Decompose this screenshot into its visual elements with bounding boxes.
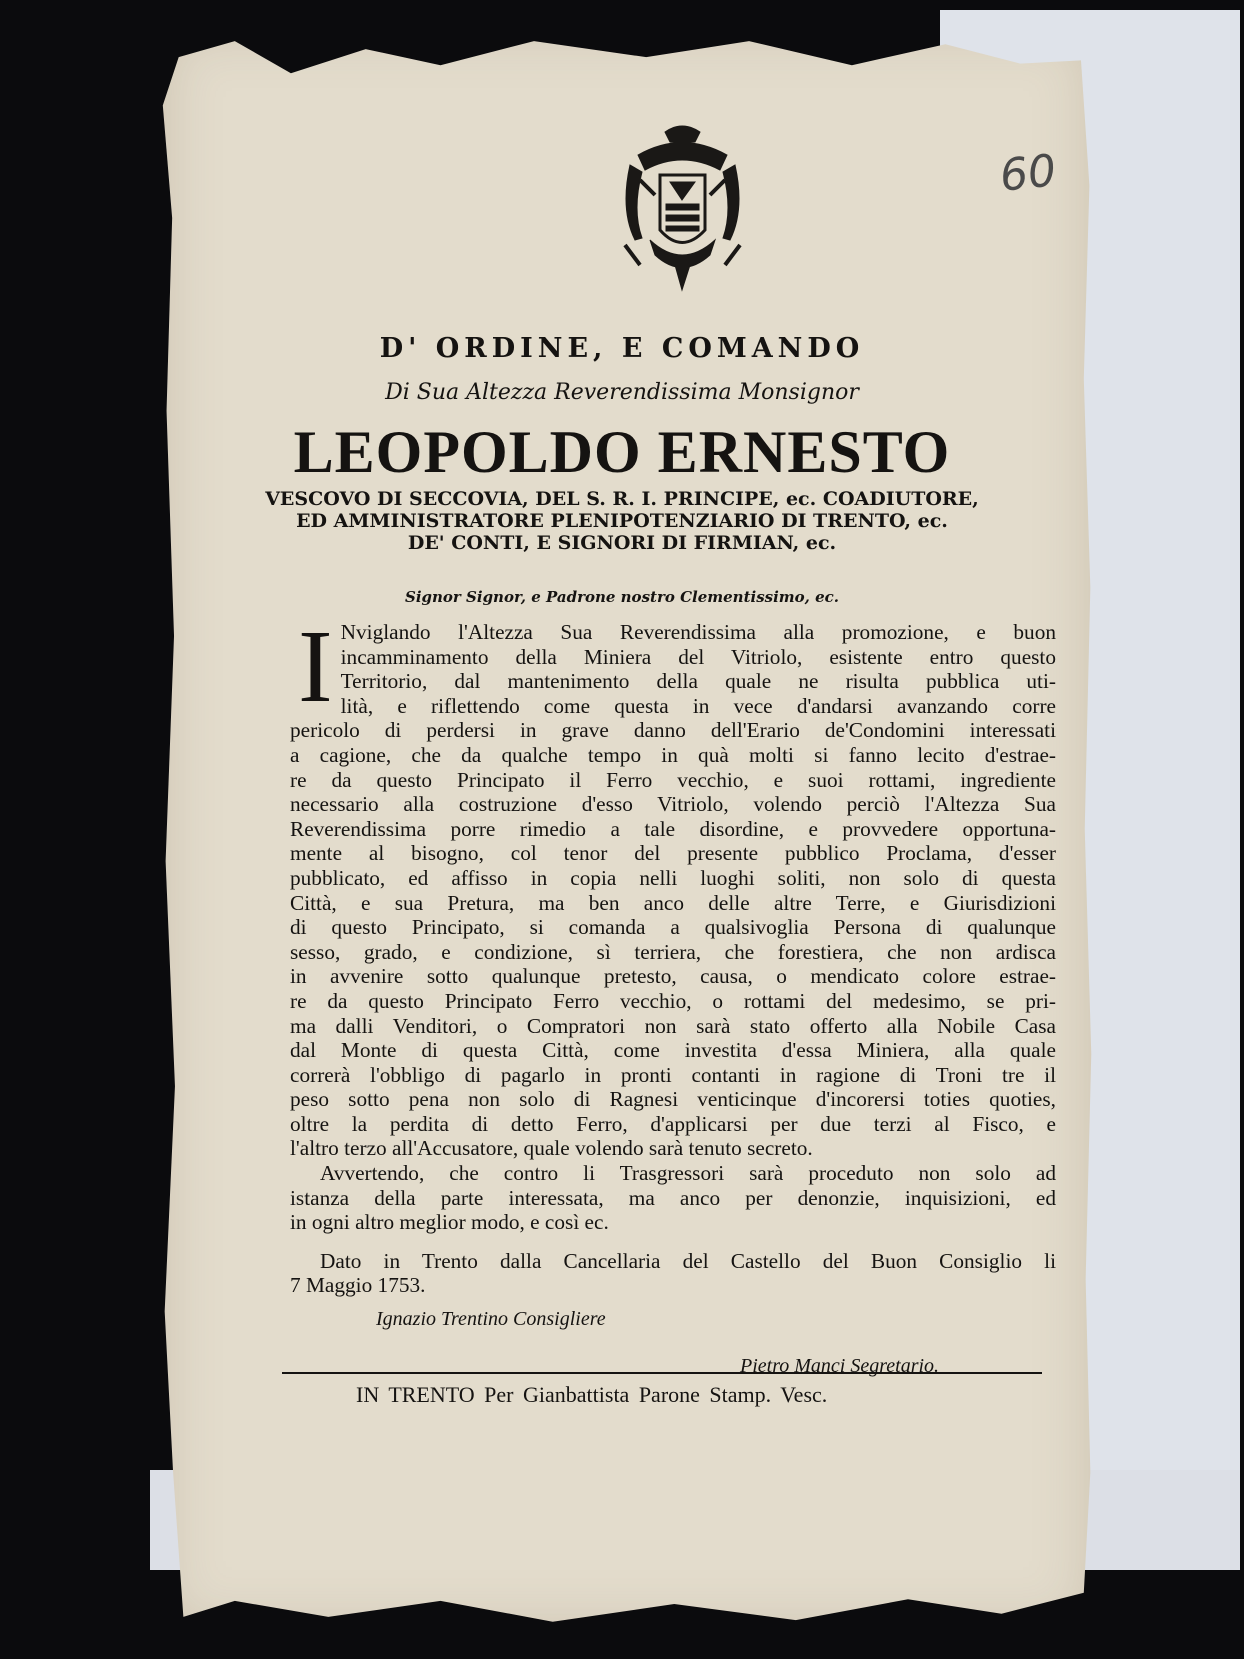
drop-cap: I (298, 609, 333, 724)
body-line: peso sotto pena non solo di Ragnesi venticinque d'incorersi toties quoties, (290, 1087, 1056, 1112)
body-line: oltre la perdita di detto Ferro, d'applicarsi per due terzi al Fisco, e (290, 1111, 1056, 1136)
header-line-1: D' ORDINE, E COMANDO (379, 333, 865, 364)
body-line: Avvertendo, che contro li Trasgressori sarà proceduto non solo ad (320, 1161, 1056, 1186)
body-line: Nviglando l'Altezza Sua Reverendissima alla promozione, e buon (340, 620, 1056, 644)
body-line: di questo Principato, si comanda a qualsivoglia Persona di qualunque (290, 915, 1056, 940)
body-line: necessario alla costruzione d'esso Vitriolo, volendo perciò l'Altezza Sua (290, 792, 1056, 817)
body-line: dal Monte di questa Città, come investita d'essa Miniera, alla quale (290, 1038, 1056, 1063)
proclamation-body (290, 609, 1056, 1298)
body-line: correrà l'obbligo di pagarlo in pronti contanti in ragione di Troni tre il (290, 1062, 1056, 1087)
body-line: mente al bisogno, col tenor del presente pubblico Proclama, d'esser (290, 841, 1056, 866)
salutation: Signor Signor, e Padrone nostro Clementissimo, ec. (404, 588, 840, 606)
body-line: Città, e sua Pretura, ma ben anco delle altre Terre, e Giurisdizioni (290, 890, 1056, 915)
body-line: incamminamento della Miniera del Vitriolo, esistente entro questo (340, 644, 1056, 669)
body-line: a cagione, che da qualche tempo in quà molti si fanno lecito d'estrae- (290, 742, 1056, 767)
dated-line: 7 Maggio 1753. (290, 1273, 426, 1298)
body-line: in ogni altro meglior modo, e così ec. (290, 1210, 609, 1235)
body-line: sesso, grado, e condizione, sì terriera, che forestiera, che non ardisca (290, 939, 1056, 964)
secretary-signature: Pietro Manci Segretario. (740, 1355, 940, 1377)
body-line: Territorio, dal mantenimento della quale ne risulta pubblica uti- (340, 669, 1056, 694)
body-line: ma dalli Venditori, o Compratori non sarà stato offerto alla Nobile Casa (290, 1013, 1056, 1038)
coat-of-arms-icon (620, 120, 745, 295)
bishop-name: LEOPOLDO ERNESTO (293, 419, 951, 485)
body-line: re da questo Principato Ferro vecchio, o rottami del medesimo, se pri- (290, 988, 1056, 1013)
divider-rule (282, 1372, 1042, 1374)
body-line: pericolo di perdersi in grave danno dell'Erario de'Condomini interessati (290, 718, 1056, 743)
body-line: in avvenire sotto qualunque pretesto, causa, o mendicato colore estrae- (290, 964, 1056, 989)
body-line: l'altro terzo all'Accusatore, quale volendo sarà tenuto secreto. (290, 1136, 813, 1161)
handwritten-number: 60 (997, 145, 1059, 202)
body-line: pubblicato, ed affisso in copia nelli luoghi soliti, non solo di questa (290, 865, 1056, 890)
dated-line: Dato in Trento dalla Cancellaria del Castello del Buon Consiglio li (320, 1248, 1056, 1273)
title-line: ED AMMINISTRATORE PLENIPOTENZIARIO DI TRENTO, ec. (296, 510, 948, 532)
titles-block (0, 488, 1244, 554)
title-line: VESCOVO DI SECCOVIA, DEL S. R. I. PRINCIPE, ec. COADIUTORE, (265, 488, 979, 510)
body-line: istanza della parte interessata, ma anco per denonzie, inquisizioni, ed (290, 1185, 1056, 1210)
printer-imprint: IN TRENTO Per Gianbattista Parone Stamp. Vesc. (356, 1382, 828, 1407)
body-line: re da questo Principato il Ferro vecchio, e suoi rottami, ingrediente (290, 767, 1056, 792)
title-line: DE' CONTI, E SIGNORI DI FIRMIAN, ec. (407, 532, 837, 554)
body-line: lità, e riflettendo come questa in vece d'andarsi avanzando corre (340, 693, 1056, 718)
counsellor-signature: Ignazio Trentino Consigliere (376, 1308, 606, 1330)
body-line: Reverendissima porre rimedio a tale disordine, e provvedere opportuna- (290, 816, 1056, 841)
header-line-2: Di Sua Altezza Reverendissima Monsignor (385, 380, 859, 405)
